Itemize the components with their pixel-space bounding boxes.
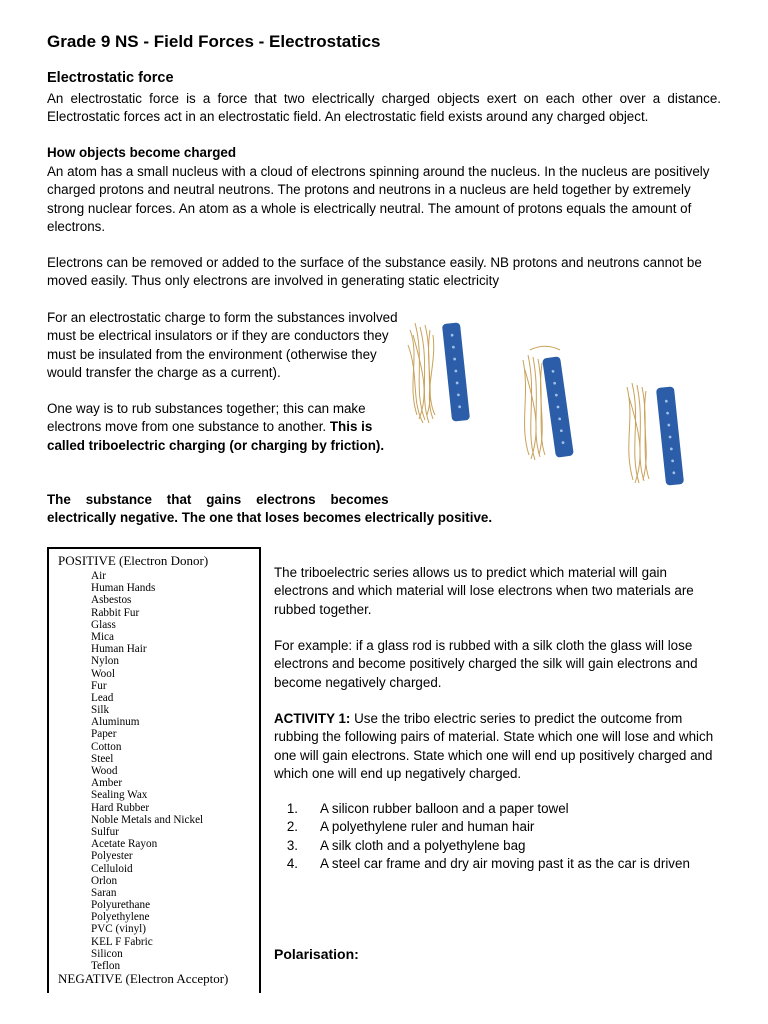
tribo-intro-paragraph: The triboelectric series allows us to predict which material will gain electrons and which material will lose electrons when two materials are rubbed together. xyxy=(274,565,694,617)
tribo-item: Teflon xyxy=(91,960,121,972)
activity-item xyxy=(274,818,690,836)
activity-item-text: A steel car frame and dry air moving past it as the car is driven xyxy=(320,855,690,871)
tribo-item: Asbestos xyxy=(91,594,132,607)
activity-label: ACTIVITY 1: xyxy=(274,711,351,726)
activity-list xyxy=(274,800,690,873)
tribo-item: Human Hands xyxy=(91,582,156,595)
tribo-item: Hard Rubber xyxy=(91,801,150,814)
activity-item xyxy=(274,800,690,818)
tribo-item: Fur xyxy=(91,679,107,692)
comb-group-1 xyxy=(408,322,470,423)
activity-item xyxy=(274,855,690,873)
positive-label: POSITIVE (Electron Donor) xyxy=(58,553,209,568)
polarisation-heading: Polarisation: xyxy=(274,946,359,962)
tribo-item: KEL F Fabric xyxy=(91,935,153,948)
tribo-item: Acetate Rayon xyxy=(91,838,158,851)
tribo-item: PVC (vinyl) xyxy=(91,923,147,936)
triboelectric-bold: This is called triboelectric charging (or charging by friction). xyxy=(47,419,385,453)
hair-and-combs-illustration xyxy=(405,315,725,490)
triboelectric-paragraph xyxy=(47,400,399,455)
tribo-item: Polyester xyxy=(91,850,133,863)
activity-item-text: A silk cloth and a polyethylene bag xyxy=(320,837,526,853)
activity-item-text: A silicon rubber balloon and a paper towel xyxy=(320,801,569,816)
negative-label: NEGATIVE (Electron Acceptor) xyxy=(58,971,229,986)
tribo-item: Lead xyxy=(91,691,114,704)
tribo-item: Noble Metals and Nickel xyxy=(91,813,204,826)
tribo-item: Wool xyxy=(91,667,115,680)
tribo-item: Cotton xyxy=(91,740,122,753)
tribo-item: Steel xyxy=(91,752,114,765)
gains-electrons-line1: The substance that gains electrons becomes xyxy=(47,492,389,507)
page-title: Grade 9 NS - Field Forces - Electrostatics xyxy=(47,32,381,51)
comb-group-2 xyxy=(523,346,574,460)
activity-item-number: 3. xyxy=(286,837,298,853)
tribo-item: Wood xyxy=(91,765,118,777)
electrostatic-force-heading: Electrostatic force xyxy=(47,70,174,86)
electrons-paragraph: Electrons can be removed or added to the surface of the substance easily. NB protons and neutrons cannot be moved easily. Thus only electrons are involved in generating static electricity xyxy=(47,255,702,289)
activity-paragraph xyxy=(274,710,724,783)
tribo-item: Rabbit Fur xyxy=(91,606,140,619)
tribo-item: Amber xyxy=(91,777,123,790)
tribo-item: Air xyxy=(91,570,106,582)
triboelectric-series-table xyxy=(47,547,261,993)
tribo-item: Mica xyxy=(91,630,114,643)
activity-item xyxy=(274,837,690,855)
hair-strands-3 xyxy=(627,383,649,483)
tribo-item: Sulfur xyxy=(91,825,119,838)
glass-silk-example: For example: if a glass rod is rubbed with a silk cloth the glass will lose electrons and become positively charged the silk will gain electrons and become negatively charged. xyxy=(274,638,698,690)
tribo-item: Polyethylene xyxy=(91,911,150,924)
tribo-item: Sealing Wax xyxy=(91,789,148,802)
tribo-item: Nylon xyxy=(91,655,119,668)
tribo-item: Aluminum xyxy=(91,716,140,729)
how-charged-heading: How objects become charged xyxy=(47,145,237,160)
triboelectric-text: One way is to rub substances together; this can make electrons move from one substance to another. xyxy=(47,401,366,435)
atom-paragraph: An atom has a small nucleus with a cloud of electrons spinning around the nucleus. In the nucleus are positively charged protons and neutral neutrons. The protons and neutrons in a nucleus are held together by extremely strong nuclear forces. An atom as a whole is electrically neutral. The amount of protons equals the amount of electrons. xyxy=(47,164,710,234)
activity-item-number: 4. xyxy=(286,855,298,871)
tribo-item: Human Hair xyxy=(91,643,147,656)
hair-strands-1 xyxy=(408,323,435,423)
activity-item-number: 2. xyxy=(286,819,298,835)
triboelectric-series-list xyxy=(91,570,203,972)
activity-text: Use the tribo electric series to predict the outcome from rubbing the following pairs of material. State which one will lose and which one will gain electrons. State which one will end up positively charged and which one will end up negatively charged. xyxy=(274,711,714,781)
comb-group-3 xyxy=(627,383,684,486)
activity-item-text: A polyethylene ruler and human hair xyxy=(320,819,535,835)
gains-electrons-line2: electrically negative. The one that loses becomes electrically positive. xyxy=(47,510,493,525)
insulators-paragraph: For an electrostatic charge to form the substances involved must be electrical insulators or if they are conductors they must be insulated from the environment (otherwise they would transfer the charge as a current). xyxy=(47,310,398,380)
tribo-item: Celluloid xyxy=(91,862,133,875)
tribo-item: Saran xyxy=(91,886,117,899)
electrostatic-force-paragraph: An electrostatic force is a force that two electrically charged objects exert on each other over a distance. Electrostatic forces act in an electrostatic field. An electrostatic field exists around any charged object. xyxy=(47,91,721,125)
tribo-item: Silk xyxy=(91,704,110,717)
tribo-item: Paper xyxy=(91,728,117,741)
tribo-item: Silicon xyxy=(91,947,123,960)
tribo-item: Glass xyxy=(91,618,116,631)
tribo-item: Polyurethane xyxy=(91,899,151,912)
tribo-item: Orlon xyxy=(91,874,118,887)
activity-item-number: 1. xyxy=(286,801,298,816)
